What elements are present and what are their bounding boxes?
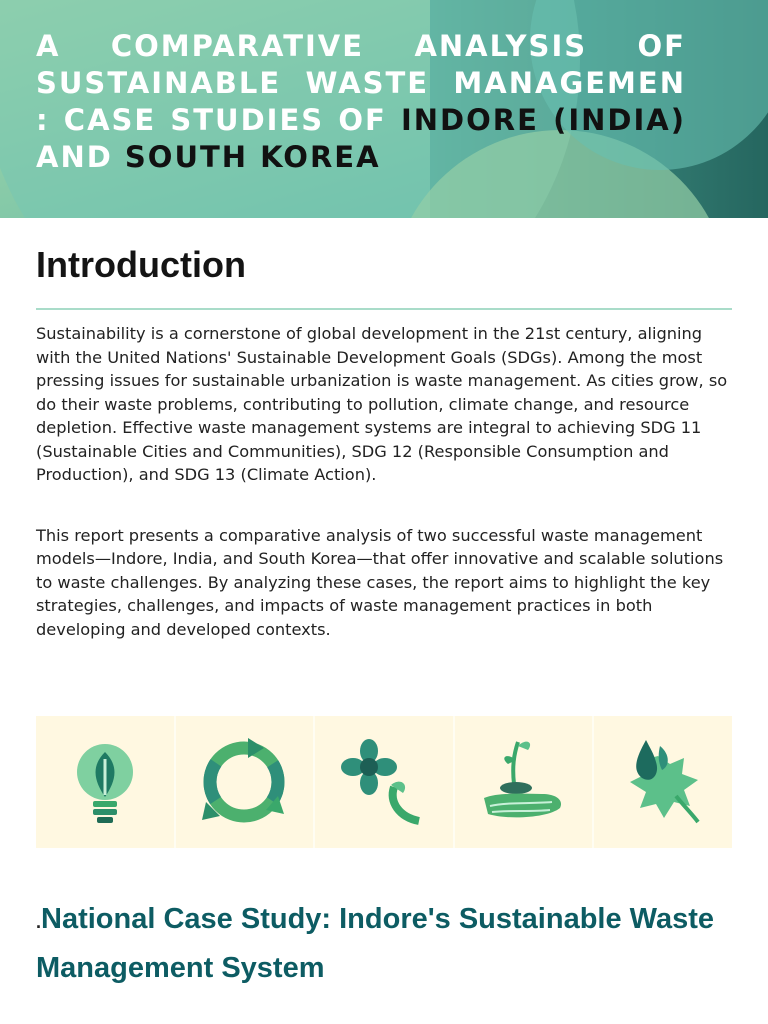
water-drop-leaf-icon (618, 736, 708, 828)
case-study-title: National Case Study: Indore's Sustainable Waste Management System (36, 903, 714, 984)
recycle-arrows-icon (198, 736, 290, 828)
introduction-heading: Introduction (36, 244, 246, 285)
icon-cell (315, 716, 455, 848)
report-title (36, 28, 686, 176)
title-part-2: INDORE (INDIA) (401, 103, 686, 137)
intro-paragraph-2: This report presents a comparative analysis of two successful waste management models—Indore, India, and South Korea—that offer innovative and scalable solutions to waste challenges. By analyzing these cases, the report aims to highlight the key strategies, challenges, and impacts of waste management practices in both developing and developed contexts. (36, 525, 724, 639)
icon-cell (176, 716, 316, 848)
section-divider (36, 308, 732, 310)
icon-cell (36, 716, 176, 848)
heading-prefix: . (36, 912, 42, 932)
icon-cell (594, 716, 732, 848)
lightbulb-leaf-icon (70, 737, 140, 827)
header-banner (0, 0, 768, 218)
case-study-heading (36, 896, 736, 991)
hand-seedling-icon (478, 736, 570, 828)
intro-paragraph-1: Sustainability is a cornerstone of global development in the 21st century, aligning with the United Nations' Sustainable Development Goals (SDGs). Among the most pressing issues for sustainable urbanization is waste management. As cities grow, so do their waste problems, contributing to pollution, climate change, and resource depletion. Effective waste management systems are integral to achieving SDG 11 (Sustainable Cities and Communities), SDG 12 (Responsible Consumption and Production), and SDG 13 (Climate Action). (36, 324, 728, 484)
sustainability-icon-strip (36, 716, 732, 848)
flower-sprout-icon (339, 737, 429, 827)
title-part-4: SOUTH KOREA (124, 140, 381, 174)
icon-cell (455, 716, 595, 848)
main-content (0, 218, 768, 641)
title-part-1: A COMPARATIVE ANALYSIS OF SUSTAINABLE WASTE MANAGEMEN : CASE STUDIES OF (36, 29, 686, 137)
title-part-3: AND (36, 140, 113, 174)
